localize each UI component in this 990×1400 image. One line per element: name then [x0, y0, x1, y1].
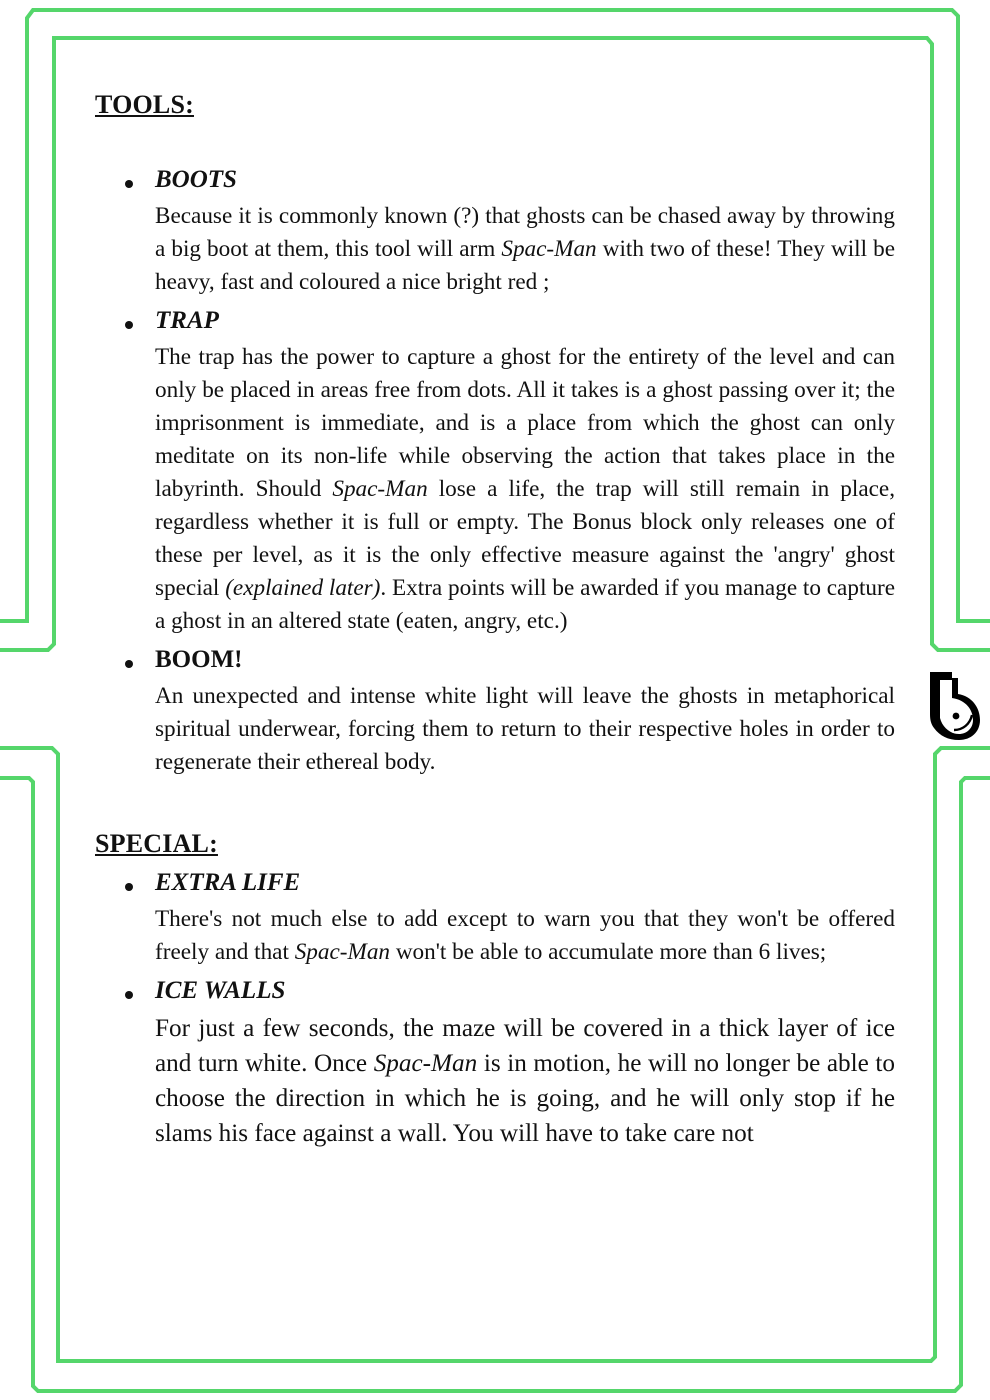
item-description — [155, 1011, 895, 1151]
text-segment: with two of these! They will be heavy, fast and coloured a nice bright red ; — [155, 236, 895, 295]
text-segment-italic: Spac-Man — [501, 236, 597, 262]
spacman-ghost-logo-icon — [926, 668, 984, 742]
bullet-icon — [125, 180, 133, 188]
item-description — [155, 341, 895, 638]
item-title: BOOTS — [155, 166, 237, 193]
text-segment: The trap has the power to capture a ghost for the entirety of the level and can only be placed in areas free from dots. All it takes is a ghost passing over it; the imprisonment is immediate, and is a place from which the ghost can only meditate on its non-life while observing the action that takes place in the labyrinth. Should — [155, 344, 895, 502]
tools-list — [95, 164, 895, 779]
section-title-special: SPECIAL: — [95, 829, 218, 858]
text-segment: Because it is commonly known (?) that ghosts can be chased away by throwing a big boot at them, this tool will arm — [155, 203, 895, 262]
item-description — [155, 903, 895, 969]
text-segment: won't be able to accumulate more than 6 lives; — [390, 939, 827, 965]
item-description — [155, 200, 895, 299]
text-segment: There's not much else to add except to warn you that they won't be offered freely and that — [155, 906, 895, 965]
text-segment-italic: Spac-Man — [294, 939, 391, 965]
bullet-icon — [125, 660, 133, 668]
list-item-boots — [95, 164, 895, 299]
bullet-icon — [125, 883, 133, 891]
item-title: BOOM! — [155, 646, 243, 673]
bullet-icon — [125, 321, 133, 329]
text-segment-italic: Spac-Man — [332, 476, 428, 502]
text-segment: is in motion, he will no longer be able to choose the direction in which he is going, and he will only stop if he slams his face against a wall. You will have to take care not — [155, 1050, 895, 1147]
document-body — [95, 90, 895, 1157]
text-segment: For just a few seconds, the maze will be covered in a thick layer of ice and turn white. Once — [155, 1015, 895, 1077]
special-list — [95, 867, 895, 1151]
list-item-ice-walls — [95, 975, 895, 1151]
text-segment-italic: Spac-Man — [373, 1050, 478, 1077]
text-segment: . Extra points will be awarded if you manage to capture a ghost in an altered state (eaten, angry, etc.) — [155, 575, 895, 634]
item-description — [155, 680, 895, 779]
list-item-boom — [95, 644, 895, 779]
item-title: EXTRA LIFE — [155, 869, 301, 896]
section-title-tools: TOOLS: — [95, 90, 194, 119]
text-segment: An unexpected and intense white light will leave the ghosts in metaphorical spiritual underwear, forcing them to return to their respective holes in order to regenerate their ethereal body. — [155, 683, 895, 775]
item-title: ICE WALLS — [155, 977, 286, 1004]
list-item-extra-life — [95, 867, 895, 969]
text-segment: lose a life, the trap will still remain in place, regardless whether it is full or empty. The Bonus block only releases one of these per level, as it is the only effective measure against the 'angry' ghost special — [155, 476, 895, 601]
item-title: TRAP — [155, 307, 219, 334]
bullet-icon — [125, 991, 133, 999]
list-item-trap — [95, 305, 895, 638]
text-segment-italic: (explained later) — [225, 575, 381, 601]
